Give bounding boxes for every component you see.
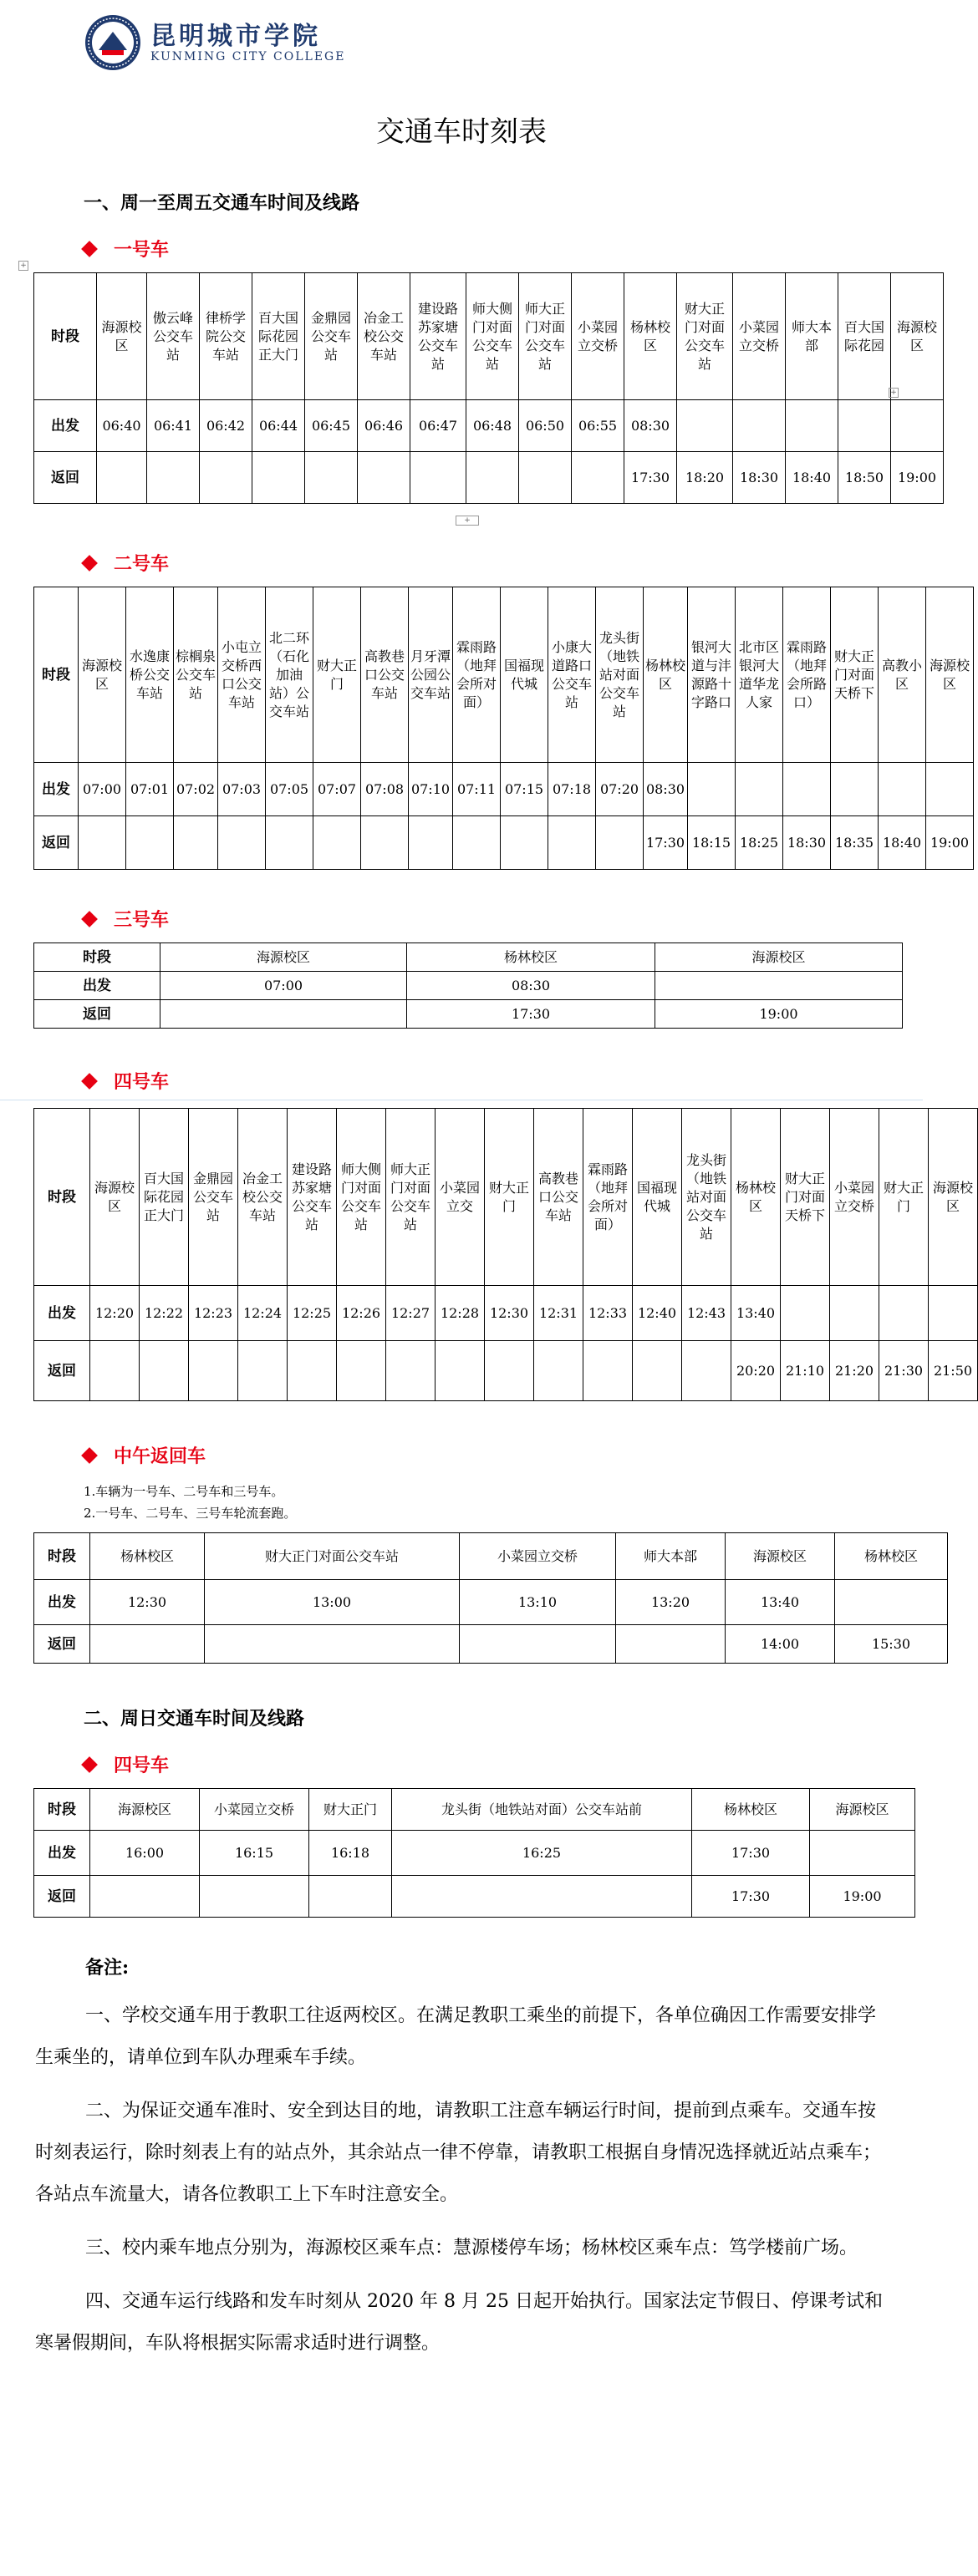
stop-name-cell: 霖雨路（地拜会所路口） xyxy=(783,587,831,763)
time-cell: 18:40 xyxy=(786,452,838,504)
row-label-cell: 返回 xyxy=(34,452,97,504)
time-cell: 12:23 xyxy=(189,1286,238,1341)
time-cell xyxy=(189,1341,238,1401)
stop-name-cell: 傲云峰公交车站 xyxy=(147,273,200,400)
sunday-heading xyxy=(84,1751,169,1777)
time-cell: 13:20 xyxy=(616,1580,726,1625)
time-cell xyxy=(337,1341,386,1401)
stop-name-cell: 小康大道路口公交车站 xyxy=(548,587,596,763)
school-name-cn: 昆明城市学院 xyxy=(150,22,321,51)
time-cell: 16:18 xyxy=(309,1831,392,1876)
time-cell: 12:43 xyxy=(682,1286,731,1341)
time-cell: 13:40 xyxy=(731,1286,781,1341)
stop-name-cell: 银河大道与沣源路十字路口 xyxy=(688,587,736,763)
time-cell: 17:30 xyxy=(692,1876,810,1918)
time-cell xyxy=(572,452,624,504)
time-cell xyxy=(534,1341,583,1401)
diamond-bullet-icon xyxy=(81,555,98,572)
header-cell: 时段 xyxy=(34,943,160,972)
table-row xyxy=(34,1625,948,1664)
stop-name-cell: 水逸康桥公交车站 xyxy=(126,587,174,763)
remark-item: 三、校内乘车地点分别为，海源校区乘车点：慧源楼停车场；杨林校区乘车点：笃学楼前广场。 xyxy=(85,2238,858,2258)
stop-name-cell: 小菜园立交桥 xyxy=(830,1109,879,1286)
time-cell: 18:25 xyxy=(736,816,783,870)
time-cell xyxy=(90,1876,200,1918)
time-cell: 07:15 xyxy=(501,763,548,816)
bus2-heading xyxy=(84,550,169,576)
time-cell: 08:30 xyxy=(624,400,677,452)
stop-name-cell: 杨林校区 xyxy=(624,273,677,400)
time-cell xyxy=(485,1341,534,1401)
bus3-label: 三号车 xyxy=(114,909,170,931)
time-cell xyxy=(140,1341,189,1401)
time-cell: 12:25 xyxy=(288,1286,337,1341)
time-cell xyxy=(501,816,548,870)
stop-name-cell: 财大正门 xyxy=(309,1789,392,1831)
stop-name-cell: 海源校区 xyxy=(90,1109,140,1286)
table-row xyxy=(34,1533,948,1580)
time-cell xyxy=(519,452,572,504)
stop-name-cell: 海源校区 xyxy=(90,1789,200,1831)
time-cell: 17:30 xyxy=(407,1000,655,1029)
stop-name-cell: 财大正门对面公交车站 xyxy=(205,1533,460,1580)
section-weekday-title: 一、周一至周五交通车时间及线路 xyxy=(84,192,360,214)
time-cell: 12:27 xyxy=(386,1286,436,1341)
table-row xyxy=(34,1580,948,1625)
time-cell xyxy=(677,400,733,452)
sunday-timetable xyxy=(33,1788,915,1918)
time-cell xyxy=(835,1580,948,1625)
row-label-cell: 返回 xyxy=(34,1625,90,1664)
stop-name-cell: 霖雨路（地拜会所对面） xyxy=(583,1109,633,1286)
time-cell: 18:40 xyxy=(879,816,926,870)
stop-name-cell: 霖雨路（地拜会所对面） xyxy=(453,587,501,763)
time-cell: 12:20 xyxy=(90,1286,140,1341)
stop-name-cell: 财大正门 xyxy=(485,1109,534,1286)
time-cell: 18:50 xyxy=(838,452,891,504)
stop-name-cell: 国福现代城 xyxy=(633,1109,682,1286)
time-cell xyxy=(929,1286,978,1341)
diamond-bullet-icon xyxy=(81,1756,98,1773)
table-row xyxy=(34,452,944,504)
noon-heading xyxy=(84,1442,206,1468)
time-cell xyxy=(736,763,783,816)
time-cell: 08:30 xyxy=(407,972,655,1000)
time-cell xyxy=(126,816,174,870)
stop-name-cell: 海源校区 xyxy=(97,273,147,400)
school-name-en: KUNMING CITY COLLEGE xyxy=(150,50,346,64)
time-cell xyxy=(409,816,453,870)
stop-name-cell: 国福现代城 xyxy=(501,587,548,763)
time-cell xyxy=(160,1000,407,1029)
time-cell: 21:20 xyxy=(830,1341,879,1401)
stop-name-cell: 小菜园立交 xyxy=(436,1109,485,1286)
table-row xyxy=(34,1876,915,1918)
noon-label: 中午返回车 xyxy=(114,1446,206,1467)
time-cell: 12:28 xyxy=(436,1286,485,1341)
time-cell: 06:46 xyxy=(358,400,410,452)
diamond-bullet-icon xyxy=(81,911,98,927)
stop-name-cell: 海源校区 xyxy=(926,587,974,763)
remark-item: 四、交通车运行线路和发车时刻从 2020 年 8 月 25 日起开始执行。国家法定节假日、停课考试和寒暑假期间，车队将根据实际需求适时进行调整。 xyxy=(35,2291,883,2354)
stop-name-cell: 小屯立交桥西口公交车站 xyxy=(218,587,266,763)
bus1-label: 一号车 xyxy=(114,239,170,261)
stop-name-cell: 建设路苏家塘公交车站 xyxy=(410,273,466,400)
header-cell: 时段 xyxy=(34,1789,90,1831)
add-column-handle[interactable]: + xyxy=(889,388,899,398)
stop-name-cell: 龙头街（地铁站对面公交车站 xyxy=(682,1109,731,1286)
time-cell xyxy=(305,452,358,504)
stop-name-cell: 海源校区 xyxy=(160,943,407,972)
stop-name-cell: 小菜园立交桥 xyxy=(460,1533,616,1580)
time-cell xyxy=(596,816,644,870)
table-move-handle[interactable]: + xyxy=(18,261,28,271)
time-cell: 07:00 xyxy=(79,763,126,816)
time-cell xyxy=(786,400,838,452)
stop-name-cell: 财大正门对面公交车站 xyxy=(677,273,733,400)
stop-name-cell: 龙头街（地铁站对面）公交车站前 xyxy=(392,1789,692,1831)
time-cell: 12:26 xyxy=(337,1286,386,1341)
row-label-cell: 出发 xyxy=(34,1286,90,1341)
time-cell: 20:20 xyxy=(731,1341,781,1401)
time-cell xyxy=(288,1341,337,1401)
time-cell xyxy=(313,816,361,870)
stop-name-cell: 杨林校区 xyxy=(835,1533,948,1580)
time-cell xyxy=(174,816,218,870)
table-row xyxy=(34,273,944,400)
time-cell: 13:00 xyxy=(205,1580,460,1625)
stop-name-cell: 海源校区 xyxy=(726,1533,835,1580)
time-cell xyxy=(688,763,736,816)
time-cell: 07:07 xyxy=(313,763,361,816)
stop-name-cell: 海源校区 xyxy=(79,587,126,763)
table-row xyxy=(34,763,974,816)
time-cell: 07:11 xyxy=(453,763,501,816)
stop-name-cell: 师大侧门对面公交车站 xyxy=(466,273,519,400)
table-row xyxy=(34,943,903,972)
stop-name-cell: 百大国际花园正大门 xyxy=(140,1109,189,1286)
time-cell xyxy=(90,1625,205,1664)
stop-name-cell: 杨林校区 xyxy=(731,1109,781,1286)
time-cell xyxy=(79,816,126,870)
time-cell xyxy=(252,452,305,504)
header-cell: 时段 xyxy=(34,1533,90,1580)
time-cell: 06:42 xyxy=(200,400,252,452)
table-row xyxy=(34,400,944,452)
bus4-timetable xyxy=(33,1108,978,1401)
time-cell: 12:40 xyxy=(633,1286,682,1341)
time-cell xyxy=(392,1876,692,1918)
time-cell xyxy=(361,816,409,870)
time-cell: 06:44 xyxy=(252,400,305,452)
stop-name-cell: 杨林校区 xyxy=(644,587,688,763)
header-cell: 时段 xyxy=(34,587,79,763)
time-cell xyxy=(218,816,266,870)
stop-name-cell: 师大正门对面公交车站 xyxy=(519,273,572,400)
remark-item: 一、学校交通车用于教职工往返两校区。在满足教职工乘坐的前提下，各单位确因工作需要安排学生乘坐的，请单位到车队办理乘车手续。 xyxy=(35,2005,877,2068)
header-cell: 时段 xyxy=(34,273,97,400)
stop-name-cell: 杨林校区 xyxy=(407,943,655,972)
time-cell xyxy=(830,1286,879,1341)
bus1-heading xyxy=(84,236,169,262)
stop-name-cell: 师大侧门对面公交车站 xyxy=(337,1109,386,1286)
time-cell: 07:18 xyxy=(548,763,596,816)
time-cell: 06:41 xyxy=(147,400,200,452)
time-cell: 18:20 xyxy=(677,452,733,504)
time-cell: 08:30 xyxy=(644,763,688,816)
time-cell xyxy=(879,763,926,816)
time-cell: 06:47 xyxy=(410,400,466,452)
table-row xyxy=(34,1286,978,1341)
time-cell xyxy=(682,1341,731,1401)
time-cell xyxy=(891,400,944,452)
time-cell xyxy=(90,1341,140,1401)
stop-name-cell: 高教巷口公交车站 xyxy=(534,1109,583,1286)
stop-name-cell: 北市区银河大道华龙人家 xyxy=(736,587,783,763)
stop-name-cell: 高教巷口公交车站 xyxy=(361,587,409,763)
time-cell xyxy=(147,452,200,504)
row-label-cell: 返回 xyxy=(34,1000,160,1029)
row-label-cell: 出发 xyxy=(34,1831,90,1876)
table-row xyxy=(34,1000,903,1029)
stop-name-cell: 海源校区 xyxy=(929,1109,978,1286)
stop-name-cell: 冶金工校公交车站 xyxy=(358,273,410,400)
noon-timetable xyxy=(33,1532,948,1664)
time-cell: 12:24 xyxy=(238,1286,288,1341)
table-row xyxy=(34,1109,978,1286)
time-cell xyxy=(238,1341,288,1401)
stop-name-cell: 财大正门对面天桥下 xyxy=(831,587,879,763)
time-cell: 13:10 xyxy=(460,1580,616,1625)
time-cell: 16:00 xyxy=(90,1831,200,1876)
stop-name-cell: 金鼎园公交车站 xyxy=(189,1109,238,1286)
time-cell xyxy=(783,763,831,816)
stop-name-cell: 冶金工校公交车站 xyxy=(238,1109,288,1286)
time-cell: 12:30 xyxy=(485,1286,534,1341)
table-row xyxy=(34,1341,978,1401)
time-cell xyxy=(838,400,891,452)
page-title: 交通车时刻表 xyxy=(376,115,547,149)
header-cell: 时段 xyxy=(34,1109,90,1286)
sunday-label: 四号车 xyxy=(114,1755,170,1776)
time-cell xyxy=(436,1341,485,1401)
time-cell: 06:55 xyxy=(572,400,624,452)
time-cell xyxy=(205,1625,460,1664)
stop-name-cell: 师大本部 xyxy=(786,273,838,400)
stop-name-cell: 月牙潭公园公交车站 xyxy=(409,587,453,763)
time-cell: 18:35 xyxy=(831,816,879,870)
row-label-cell: 出发 xyxy=(34,972,160,1000)
bus3-heading xyxy=(84,906,169,932)
time-cell xyxy=(810,1831,915,1876)
table-row xyxy=(34,816,974,870)
time-cell xyxy=(831,763,879,816)
time-cell: 07:01 xyxy=(126,763,174,816)
time-cell xyxy=(583,1341,633,1401)
row-label-cell: 出发 xyxy=(34,763,79,816)
time-cell xyxy=(453,816,501,870)
time-cell: 06:45 xyxy=(305,400,358,452)
time-cell: 06:48 xyxy=(466,400,519,452)
stop-name-cell: 百大国际花园正大门 xyxy=(252,273,305,400)
row-label-cell: 返回 xyxy=(34,1341,90,1401)
time-cell: 07:00 xyxy=(160,972,407,1000)
stop-name-cell: 杨林校区 xyxy=(692,1789,810,1831)
row-label-cell: 出发 xyxy=(34,1580,90,1625)
stop-name-cell: 龙头街（地铁站对面公交车站 xyxy=(596,587,644,763)
time-cell: 18:30 xyxy=(733,452,786,504)
stop-name-cell: 财大正门 xyxy=(879,1109,929,1286)
time-cell xyxy=(633,1341,682,1401)
time-cell: 16:25 xyxy=(392,1831,692,1876)
noon-notes xyxy=(84,1481,296,1524)
stop-name-cell: 北二环（石化加油站）公交车站 xyxy=(266,587,313,763)
time-cell: 12:33 xyxy=(583,1286,633,1341)
time-cell: 19:00 xyxy=(655,1000,903,1029)
time-cell: 12:31 xyxy=(534,1286,583,1341)
stop-name-cell: 建设路苏家塘公交车站 xyxy=(288,1109,337,1286)
noon-note: 2.一号车、二号车、三号车轮流套跑。 xyxy=(84,1506,297,1521)
time-cell: 07:03 xyxy=(218,763,266,816)
time-cell: 07:02 xyxy=(174,763,218,816)
time-cell xyxy=(200,452,252,504)
time-cell xyxy=(200,1876,309,1918)
row-label-cell: 返回 xyxy=(34,816,79,870)
time-cell: 07:20 xyxy=(596,763,644,816)
time-cell: 17:30 xyxy=(644,816,688,870)
table-row xyxy=(34,1831,915,1876)
table-row xyxy=(34,972,903,1000)
bus4-heading xyxy=(84,1068,169,1094)
stop-name-cell: 律桥学院公交车站 xyxy=(200,273,252,400)
time-cell xyxy=(266,816,313,870)
stop-name-cell: 海源校区 xyxy=(655,943,903,972)
stop-name-cell: 小菜园立交桥 xyxy=(733,273,786,400)
stop-name-cell: 小菜园立交桥 xyxy=(572,273,624,400)
diamond-bullet-icon xyxy=(81,1447,98,1464)
noon-note: 1.车辆为一号车、二号车和三号车。 xyxy=(84,1484,284,1499)
bus2-timetable xyxy=(33,587,974,870)
time-cell: 19:00 xyxy=(891,452,944,504)
stop-name-cell: 金鼎园公交车站 xyxy=(305,273,358,400)
section-sunday-title: 二、周日交通车时间及线路 xyxy=(84,1708,305,1730)
time-cell xyxy=(781,1286,830,1341)
add-row-handle[interactable]: + xyxy=(456,516,479,526)
stop-name-cell: 财大正门 xyxy=(313,587,361,763)
stop-name-cell: 杨林校区 xyxy=(90,1533,205,1580)
time-cell xyxy=(410,452,466,504)
time-cell: 19:00 xyxy=(926,816,974,870)
time-cell: 21:30 xyxy=(879,1341,929,1401)
time-cell xyxy=(309,1876,392,1918)
remark-item: 二、为保证交通车准时、安全到达目的地，请教职工注意车辆运行时间，提前到点乘车。交通车按时刻表运行，除时刻表上有的站点外，其余站点一律不停靠，请教职工根据自身情况选择就近站点乘车；各站点车流量大，请各位教职工上下车时注意安全。 xyxy=(35,2101,882,2205)
stop-name-cell: 百大国际花园 xyxy=(838,273,891,400)
time-cell xyxy=(926,763,974,816)
remarks xyxy=(35,1947,884,2365)
time-cell: 18:15 xyxy=(688,816,736,870)
table-row xyxy=(34,587,974,763)
time-cell: 16:15 xyxy=(200,1831,309,1876)
table-row xyxy=(34,1789,915,1831)
stop-name-cell: 小菜园立交桥 xyxy=(200,1789,309,1831)
time-cell: 19:00 xyxy=(810,1876,915,1918)
time-cell: 12:30 xyxy=(90,1580,205,1625)
row-label-cell: 返回 xyxy=(34,1876,90,1918)
time-cell xyxy=(97,452,147,504)
stop-name-cell: 棕榈泉公交车站 xyxy=(174,587,218,763)
time-cell xyxy=(548,816,596,870)
college-logo-icon xyxy=(84,13,142,72)
diamond-bullet-icon xyxy=(81,241,98,257)
remarks-title: 备注: xyxy=(85,1957,130,1979)
time-cell: 18:30 xyxy=(783,816,831,870)
stop-name-cell: 师大本部 xyxy=(616,1533,726,1580)
stop-name-cell: 师大正门对面公交车站 xyxy=(386,1109,436,1286)
time-cell: 17:30 xyxy=(692,1831,810,1876)
bus4-label: 四号车 xyxy=(114,1071,170,1093)
bus1-timetable xyxy=(33,272,944,504)
stop-name-cell: 财大正门对面天桥下 xyxy=(781,1109,830,1286)
time-cell xyxy=(655,972,903,1000)
time-cell: 21:10 xyxy=(781,1341,830,1401)
time-cell: 06:40 xyxy=(97,400,147,452)
time-cell: 17:30 xyxy=(624,452,677,504)
time-cell xyxy=(733,400,786,452)
bus2-label: 二号车 xyxy=(114,553,170,575)
time-cell: 06:50 xyxy=(519,400,572,452)
diamond-bullet-icon xyxy=(81,1073,98,1090)
row-label-cell: 出发 xyxy=(34,400,97,452)
time-cell: 07:10 xyxy=(409,763,453,816)
bus3-timetable xyxy=(33,943,903,1029)
time-cell: 13:40 xyxy=(726,1580,835,1625)
time-cell xyxy=(616,1625,726,1664)
time-cell xyxy=(466,452,519,504)
time-cell: 07:05 xyxy=(266,763,313,816)
time-cell: 12:22 xyxy=(140,1286,189,1341)
stop-name-cell: 高教小区 xyxy=(879,587,926,763)
stop-name-cell: 海源校区 xyxy=(810,1789,915,1831)
time-cell xyxy=(879,1286,929,1341)
time-cell: 15:30 xyxy=(835,1625,948,1664)
time-cell xyxy=(460,1625,616,1664)
stop-name-cell: 海源校区 xyxy=(891,273,944,400)
time-cell: 21:50 xyxy=(929,1341,978,1401)
time-cell xyxy=(386,1341,436,1401)
time-cell xyxy=(358,452,410,504)
time-cell: 14:00 xyxy=(726,1625,835,1664)
time-cell: 07:08 xyxy=(361,763,409,816)
